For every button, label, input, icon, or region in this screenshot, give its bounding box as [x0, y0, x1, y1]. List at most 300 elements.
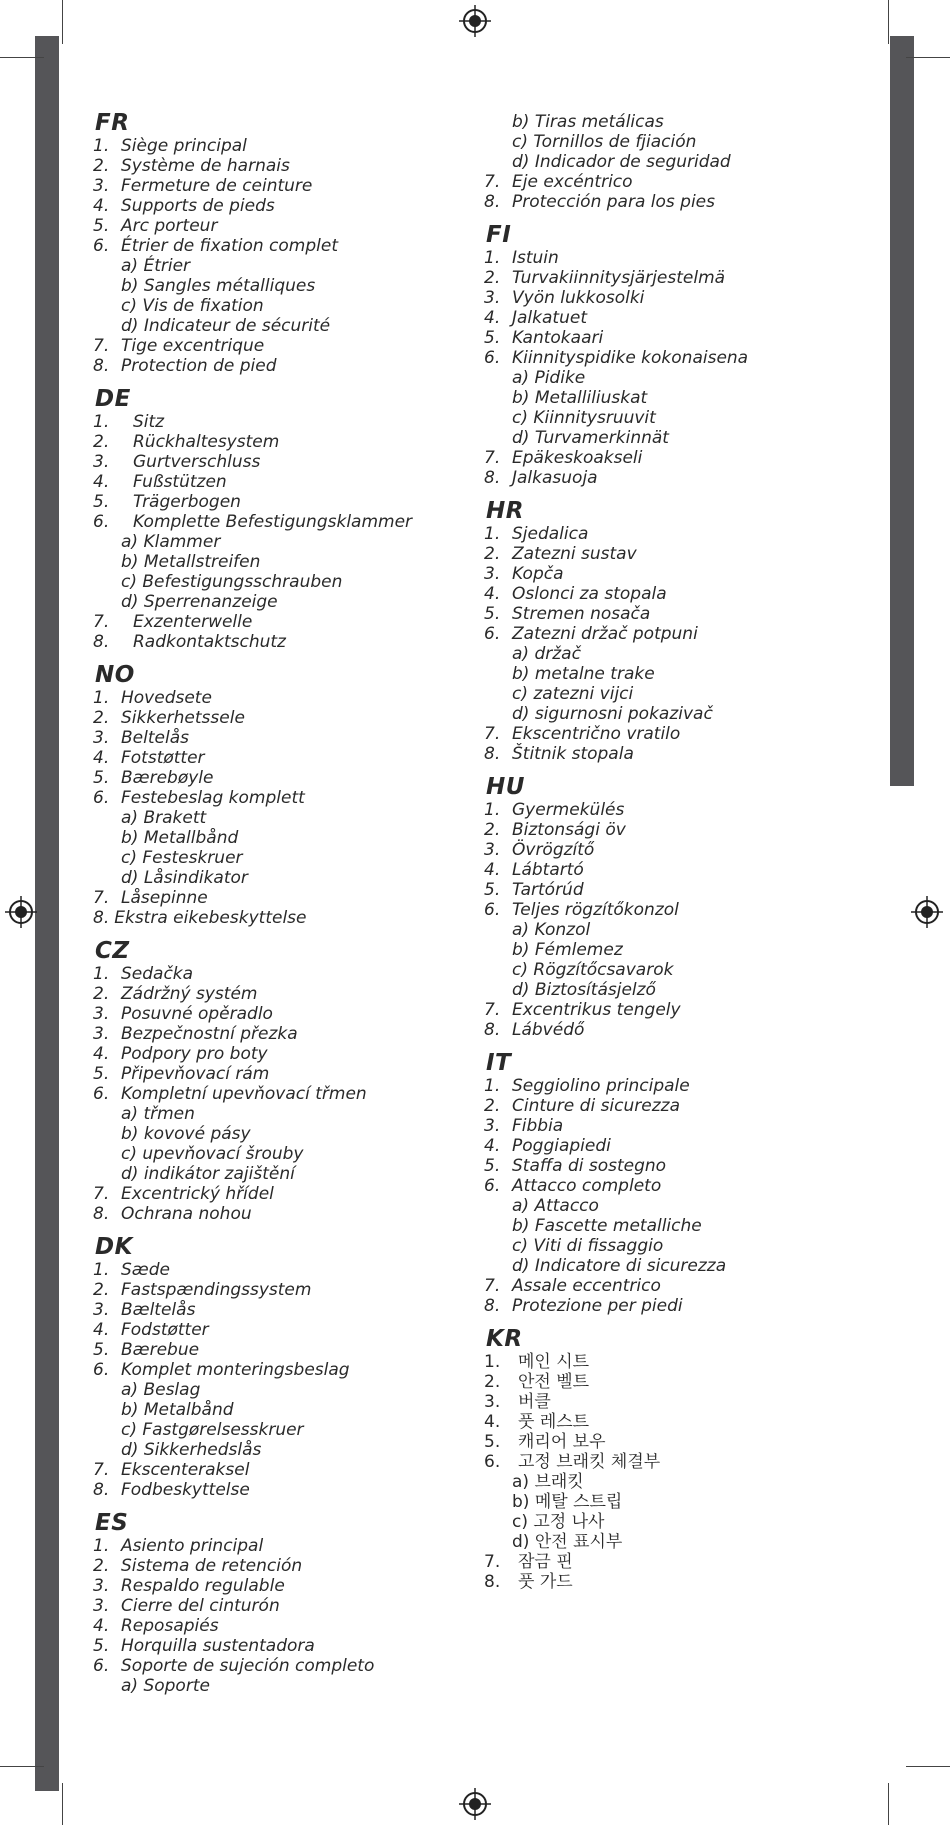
part-item: [484, 564, 884, 584]
sub-part-item: [93, 1124, 493, 1144]
item-label: a) 브래킷: [512, 1472, 584, 1492]
item-number: 8.: [484, 1296, 501, 1316]
item-number: 3.: [484, 288, 501, 308]
part-item: [93, 908, 493, 928]
part-item: [93, 432, 493, 452]
part-item: [93, 1064, 493, 1084]
part-item: [93, 1480, 493, 1500]
part-item: [93, 1636, 493, 1656]
sub-part-item: [484, 132, 884, 152]
section-hu: [484, 774, 884, 1040]
item-number: 6.: [93, 1360, 110, 1380]
item-number: 5.: [93, 1636, 110, 1656]
item-label: Protección para los pies: [512, 192, 715, 212]
part-item: [484, 880, 884, 900]
sub-part-item: [484, 408, 884, 428]
item-number: 3.: [93, 728, 110, 748]
sub-part-item: [93, 848, 493, 868]
section-es: [93, 1510, 493, 1696]
section-fi: [484, 222, 884, 488]
item-label: a) třmen: [121, 1104, 195, 1124]
part-item: [93, 512, 493, 532]
part-item: [484, 544, 884, 564]
part-item: [93, 1460, 493, 1480]
item-label: c) Vis de fixation: [121, 296, 264, 316]
part-item: [93, 1576, 493, 1596]
sub-part-item: [93, 1440, 493, 1460]
part-item: [484, 348, 884, 368]
part-item: [484, 1020, 884, 1040]
item-label: b) Metalliliuskat: [512, 388, 648, 408]
item-number: 5.: [93, 1340, 110, 1360]
sub-part-item: [484, 152, 884, 172]
item-number: 4.: [484, 584, 501, 604]
item-label: b) Fémlemez: [512, 940, 623, 960]
item-label: Zatezni držač potpuni: [512, 624, 698, 644]
sub-part-item: [484, 684, 884, 704]
sub-part-item: [93, 1104, 493, 1124]
part-item: [93, 472, 493, 492]
item-number: 5.: [93, 1064, 110, 1084]
crop-mark-bottom-left-h: [0, 1766, 44, 1767]
item-label: b) kovové pásy: [121, 1124, 251, 1144]
item-label: b) metalne trake: [512, 664, 655, 684]
item-label: c) Rögzítőcsavarok: [512, 960, 674, 980]
crop-mark-top-left-h: [0, 57, 44, 58]
sub-part-item: [93, 1400, 493, 1420]
item-number: 8.: [93, 908, 110, 928]
sub-part-item: [93, 808, 493, 828]
part-item: [93, 688, 493, 708]
part-item: [93, 412, 493, 432]
sub-part-item: [484, 704, 884, 724]
part-item: [93, 1184, 493, 1204]
item-number: 3.: [93, 176, 110, 196]
item-label: c) Viti di fissaggio: [512, 1236, 664, 1256]
language-heading: DK: [95, 1234, 133, 1260]
part-item: [93, 216, 493, 236]
item-number: 7.: [484, 724, 501, 744]
item-label: 잠금 핀: [518, 1552, 573, 1572]
sub-part-item: [484, 1512, 884, 1532]
part-item: [93, 1300, 493, 1320]
item-number: 2.: [484, 1096, 501, 1116]
item-label: b) Tiras metálicas: [512, 112, 664, 132]
item-number: 6.: [484, 624, 501, 644]
part-item: [484, 448, 884, 468]
part-item: [93, 196, 493, 216]
item-label: Komplet monteringsbeslag: [121, 1360, 350, 1380]
language-heading: FR: [95, 110, 130, 136]
item-label: Arc porteur: [121, 216, 218, 236]
item-label: Kompletní upevňovací třmen: [121, 1084, 367, 1104]
sub-part-item: [484, 664, 884, 684]
item-label: Asiento principal: [121, 1536, 264, 1556]
part-item: [484, 584, 884, 604]
item-label: d) Låsindikator: [121, 868, 248, 888]
item-number: 7.: [93, 888, 110, 908]
language-heading: KR: [486, 1326, 523, 1352]
item-number: 1.: [93, 964, 110, 984]
part-item: [484, 248, 884, 268]
part-item: [484, 604, 884, 624]
item-number: 7.: [484, 1552, 501, 1572]
item-number: 3.: [93, 1004, 110, 1024]
item-label: c) Befestigungsschrauben: [121, 572, 343, 592]
item-number: 4.: [484, 860, 501, 880]
sub-part-item: [484, 112, 884, 132]
part-item: [93, 612, 493, 632]
sub-part-item: [484, 1236, 884, 1256]
item-label: Zádržný systém: [121, 984, 258, 1004]
item-label: 메인 시트: [518, 1352, 590, 1372]
item-label: Tige excentrique: [121, 336, 265, 356]
item-number: 7.: [93, 336, 110, 356]
section-cz: [93, 938, 493, 1224]
item-number: 6.: [484, 348, 501, 368]
right-column: [484, 112, 884, 1602]
part-item: [484, 1572, 884, 1592]
item-label: d) indikátor zajištění: [121, 1164, 295, 1184]
item-number: 1.: [93, 412, 110, 432]
item-label: Soporte de sujeción completo: [121, 1656, 375, 1676]
part-item: [93, 1656, 493, 1676]
item-number: 3.: [93, 1300, 110, 1320]
item-number: 3.: [484, 564, 501, 584]
part-item: [484, 1372, 884, 1392]
item-label: a) Brakett: [121, 808, 207, 828]
registration-mark-icon: [5, 896, 37, 928]
sub-part-item: [93, 1676, 493, 1696]
item-number: 6.: [484, 1176, 501, 1196]
item-number: 7.: [484, 172, 501, 192]
part-item: [484, 900, 884, 920]
language-heading: CZ: [95, 938, 130, 964]
registration-mark-icon: [459, 1788, 491, 1820]
part-item: [93, 136, 493, 156]
part-item: [484, 860, 884, 880]
item-number: 1.: [93, 136, 110, 156]
item-label: Respaldo regulable: [121, 1576, 285, 1596]
item-number: 1.: [484, 1352, 501, 1372]
item-label: Fodbeskyttelse: [121, 1480, 250, 1500]
item-label: c) Kiinnitysruuvit: [512, 408, 656, 428]
item-number: 5.: [484, 604, 501, 624]
part-item: [93, 1340, 493, 1360]
part-item: [484, 1156, 884, 1176]
part-item: [484, 1000, 884, 1020]
item-number: 2.: [484, 820, 501, 840]
sub-part-item: [93, 296, 493, 316]
item-label: Sæde: [121, 1260, 170, 1280]
language-heading: NO: [95, 662, 135, 688]
right-print-bar: [890, 36, 914, 786]
item-label: Seggiolino principale: [512, 1076, 690, 1096]
item-label: Fermeture de ceinture: [121, 176, 313, 196]
item-number: 3.: [484, 1392, 501, 1412]
item-label: Kopča: [512, 564, 564, 584]
item-label: Ekstra eikebeskyttelse: [114, 908, 307, 928]
item-label: Bæltelås: [121, 1300, 196, 1320]
item-number: 7.: [484, 1276, 501, 1296]
crop-mark-top-right-v: [888, 0, 889, 44]
item-label: Stremen nosača: [512, 604, 651, 624]
item-number: 8.: [93, 1480, 110, 1500]
item-label: Bezpečnostní přezka: [121, 1024, 298, 1044]
item-label: Istuin: [512, 248, 559, 268]
item-number: 6.: [484, 1452, 501, 1472]
item-label: Komplette Befestigungsklammer: [133, 512, 413, 532]
part-item: [484, 1096, 884, 1116]
part-item: [484, 1276, 884, 1296]
language-heading: FI: [486, 222, 512, 248]
crop-mark-bottom-right-h: [906, 1766, 950, 1767]
part-item: [93, 1024, 493, 1044]
item-label: a) Étrier: [121, 256, 191, 276]
crop-mark-bottom-right-v: [888, 1783, 889, 1825]
item-label: Trägerbogen: [133, 492, 241, 512]
item-label: d) Sperrenanzeige: [121, 592, 278, 612]
item-number: 1.: [484, 800, 501, 820]
part-item: [484, 1296, 884, 1316]
part-item: [484, 1452, 884, 1472]
item-label: Eje excéntrico: [512, 172, 633, 192]
sub-part-item: [93, 1380, 493, 1400]
item-label: Turvakiinnitysjärjestelmä: [512, 268, 726, 288]
item-label: Fußstützen: [133, 472, 227, 492]
item-number: 4.: [93, 1616, 110, 1636]
item-number: 2.: [93, 156, 110, 176]
part-item: [93, 1280, 493, 1300]
left-column: [93, 110, 493, 1706]
item-label: Fastspændingssystem: [121, 1280, 312, 1300]
item-label: b) 메탈 스트립: [512, 1492, 623, 1512]
item-label: b) Metalbånd: [121, 1400, 234, 1420]
part-item: [484, 724, 884, 744]
part-item: [93, 452, 493, 472]
part-item: [484, 1176, 884, 1196]
item-label: Biztonsági öv: [512, 820, 626, 840]
item-label: Posuvné opěradlo: [121, 1004, 273, 1024]
sub-part-item: [93, 1420, 493, 1440]
item-label: Jalkasuoja: [512, 468, 598, 488]
sub-part-item: [484, 1256, 884, 1276]
item-number: 2.: [93, 432, 110, 452]
section-no: [93, 662, 493, 928]
part-item: [484, 1076, 884, 1096]
item-label: Exzenterwelle: [133, 612, 253, 632]
item-number: 7.: [93, 1460, 110, 1480]
section-it: [484, 1050, 884, 1316]
item-number: 8.: [484, 1020, 501, 1040]
item-label: a) držač: [512, 644, 581, 664]
section-de: [93, 386, 493, 652]
item-label: b) Metallstreifen: [121, 552, 261, 572]
item-label: Assale eccentrico: [512, 1276, 661, 1296]
part-item: [484, 744, 884, 764]
item-number: 1.: [484, 1076, 501, 1096]
item-number: 5.: [484, 1156, 501, 1176]
item-label: c) zatezni vijci: [512, 684, 634, 704]
item-number: 3.: [93, 1596, 110, 1616]
item-label: Ekscentrično vratilo: [512, 724, 681, 744]
part-item: [93, 984, 493, 1004]
item-number: 4.: [93, 472, 110, 492]
item-label: Zatezni sustav: [512, 544, 637, 564]
item-label: Excentrický hřídel: [121, 1184, 274, 1204]
item-label: Fodstøtter: [121, 1320, 209, 1340]
item-label: Sjedalica: [512, 524, 589, 544]
item-number: 8.: [93, 1204, 110, 1224]
item-label: c) Festeskruer: [121, 848, 243, 868]
item-number: 2.: [93, 1280, 110, 1300]
part-item: [484, 1392, 884, 1412]
item-label: c) Tornillos de fjiación: [512, 132, 697, 152]
item-number: 8.: [93, 632, 110, 652]
section-fr: [93, 110, 493, 376]
item-number: 2.: [484, 544, 501, 564]
part-item: [93, 788, 493, 808]
sub-part-item: [93, 532, 493, 552]
item-label: c) 고정 나사: [512, 1512, 605, 1532]
part-item: [93, 1004, 493, 1024]
item-label: 풋 가드: [518, 1572, 573, 1592]
item-label: Tartórúd: [512, 880, 584, 900]
part-item: [93, 632, 493, 652]
item-number: 1.: [93, 1536, 110, 1556]
item-number: 3.: [484, 1116, 501, 1136]
item-number: 7.: [484, 1000, 501, 1020]
language-heading: HU: [486, 774, 525, 800]
item-label: 풋 레스트: [518, 1412, 590, 1432]
item-number: 5.: [484, 880, 501, 900]
item-number: 2.: [93, 708, 110, 728]
item-label: Teljes rögzítőkonzol: [512, 900, 679, 920]
sub-part-item: [93, 592, 493, 612]
sub-part-item: [93, 1164, 493, 1184]
item-label: Siège principal: [121, 136, 247, 156]
item-number: 5.: [484, 1432, 501, 1452]
part-item: [93, 1084, 493, 1104]
item-label: Beltelås: [121, 728, 189, 748]
item-label: 고정 브래킷 체결부: [518, 1452, 661, 1472]
part-item: [484, 1116, 884, 1136]
item-label: d) Sikkerhedslås: [121, 1440, 262, 1460]
item-label: d) Indicateur de sécurité: [121, 316, 331, 336]
part-item: [484, 1136, 884, 1156]
item-number: 5.: [484, 328, 501, 348]
item-label: d) Turvamerkinnät: [512, 428, 669, 448]
part-item: [484, 268, 884, 288]
part-item: [93, 336, 493, 356]
item-number: 6.: [93, 1656, 110, 1676]
sub-part-item: [484, 1472, 884, 1492]
item-number: 4.: [484, 1136, 501, 1156]
sub-part-item: [484, 388, 884, 408]
item-number: 6.: [93, 788, 110, 808]
language-heading: DE: [95, 386, 131, 412]
item-label: Cierre del cinturón: [121, 1596, 280, 1616]
part-item: [93, 236, 493, 256]
item-number: 6.: [93, 236, 110, 256]
sub-part-item: [93, 1144, 493, 1164]
sub-part-item: [484, 368, 884, 388]
item-number: 1.: [484, 248, 501, 268]
item-number: 5.: [93, 492, 110, 512]
item-number: 4.: [93, 196, 110, 216]
item-number: 1.: [93, 1260, 110, 1280]
sub-part-item: [484, 1216, 884, 1236]
part-item: [93, 1596, 493, 1616]
part-item: [93, 356, 493, 376]
part-item: [484, 624, 884, 644]
item-label: Protezione per piedi: [512, 1296, 683, 1316]
item-label: a) Soporte: [121, 1676, 210, 1696]
item-label: Bærebøyle: [121, 768, 214, 788]
sub-part-item: [484, 940, 884, 960]
item-label: Ekscenteraksel: [121, 1460, 250, 1480]
part-item: [484, 820, 884, 840]
item-number: 4.: [93, 1320, 110, 1340]
part-item: [93, 1044, 493, 1064]
item-label: Připevňovací rám: [121, 1064, 270, 1084]
part-item: [93, 1260, 493, 1280]
item-label: Podpory pro boty: [121, 1044, 268, 1064]
part-item: [93, 492, 493, 512]
item-label: Vyön lukkosolki: [512, 288, 645, 308]
item-label: Cinture di sicurezza: [512, 1096, 680, 1116]
registration-mark-icon: [459, 5, 491, 37]
item-label: Sikkerhetssele: [121, 708, 245, 728]
item-number: 2.: [93, 1556, 110, 1576]
registration-mark-icon: [911, 896, 943, 928]
item-number: 2.: [484, 268, 501, 288]
part-item: [93, 708, 493, 728]
item-label: c) upevňovací šrouby: [121, 1144, 304, 1164]
item-label: a) Konzol: [512, 920, 591, 940]
part-item: [484, 840, 884, 860]
part-item: [484, 1352, 884, 1372]
language-heading: IT: [486, 1050, 512, 1076]
item-label: a) Pidike: [512, 368, 586, 388]
part-item: [93, 176, 493, 196]
item-label: Oslonci za stopala: [512, 584, 667, 604]
item-label: Sistema de retención: [121, 1556, 303, 1576]
item-label: b) Metallbånd: [121, 828, 239, 848]
item-label: b) Fascette metalliche: [512, 1216, 702, 1236]
item-label: Gurtverschluss: [133, 452, 261, 472]
sub-part-item: [484, 960, 884, 980]
item-label: Attacco completo: [512, 1176, 662, 1196]
crop-mark-top-right-h: [906, 57, 950, 58]
sub-part-item: [93, 868, 493, 888]
part-item: [484, 800, 884, 820]
sub-part-item: [484, 644, 884, 664]
item-label: 캐리어 보우: [518, 1432, 606, 1452]
part-item: [93, 1360, 493, 1380]
part-item: [93, 1204, 493, 1224]
sub-part-item: [484, 1196, 884, 1216]
left-print-bar: [35, 36, 59, 1791]
sub-part-item: [484, 1492, 884, 1512]
sub-part-item: [93, 828, 493, 848]
item-label: Reposapiés: [121, 1616, 219, 1636]
item-number: 7.: [93, 612, 110, 632]
item-label: Epäkeskoakseli: [512, 448, 643, 468]
item-label: Övrögzítő: [512, 840, 595, 860]
item-number: 8.: [484, 744, 501, 764]
item-number: 4.: [93, 748, 110, 768]
